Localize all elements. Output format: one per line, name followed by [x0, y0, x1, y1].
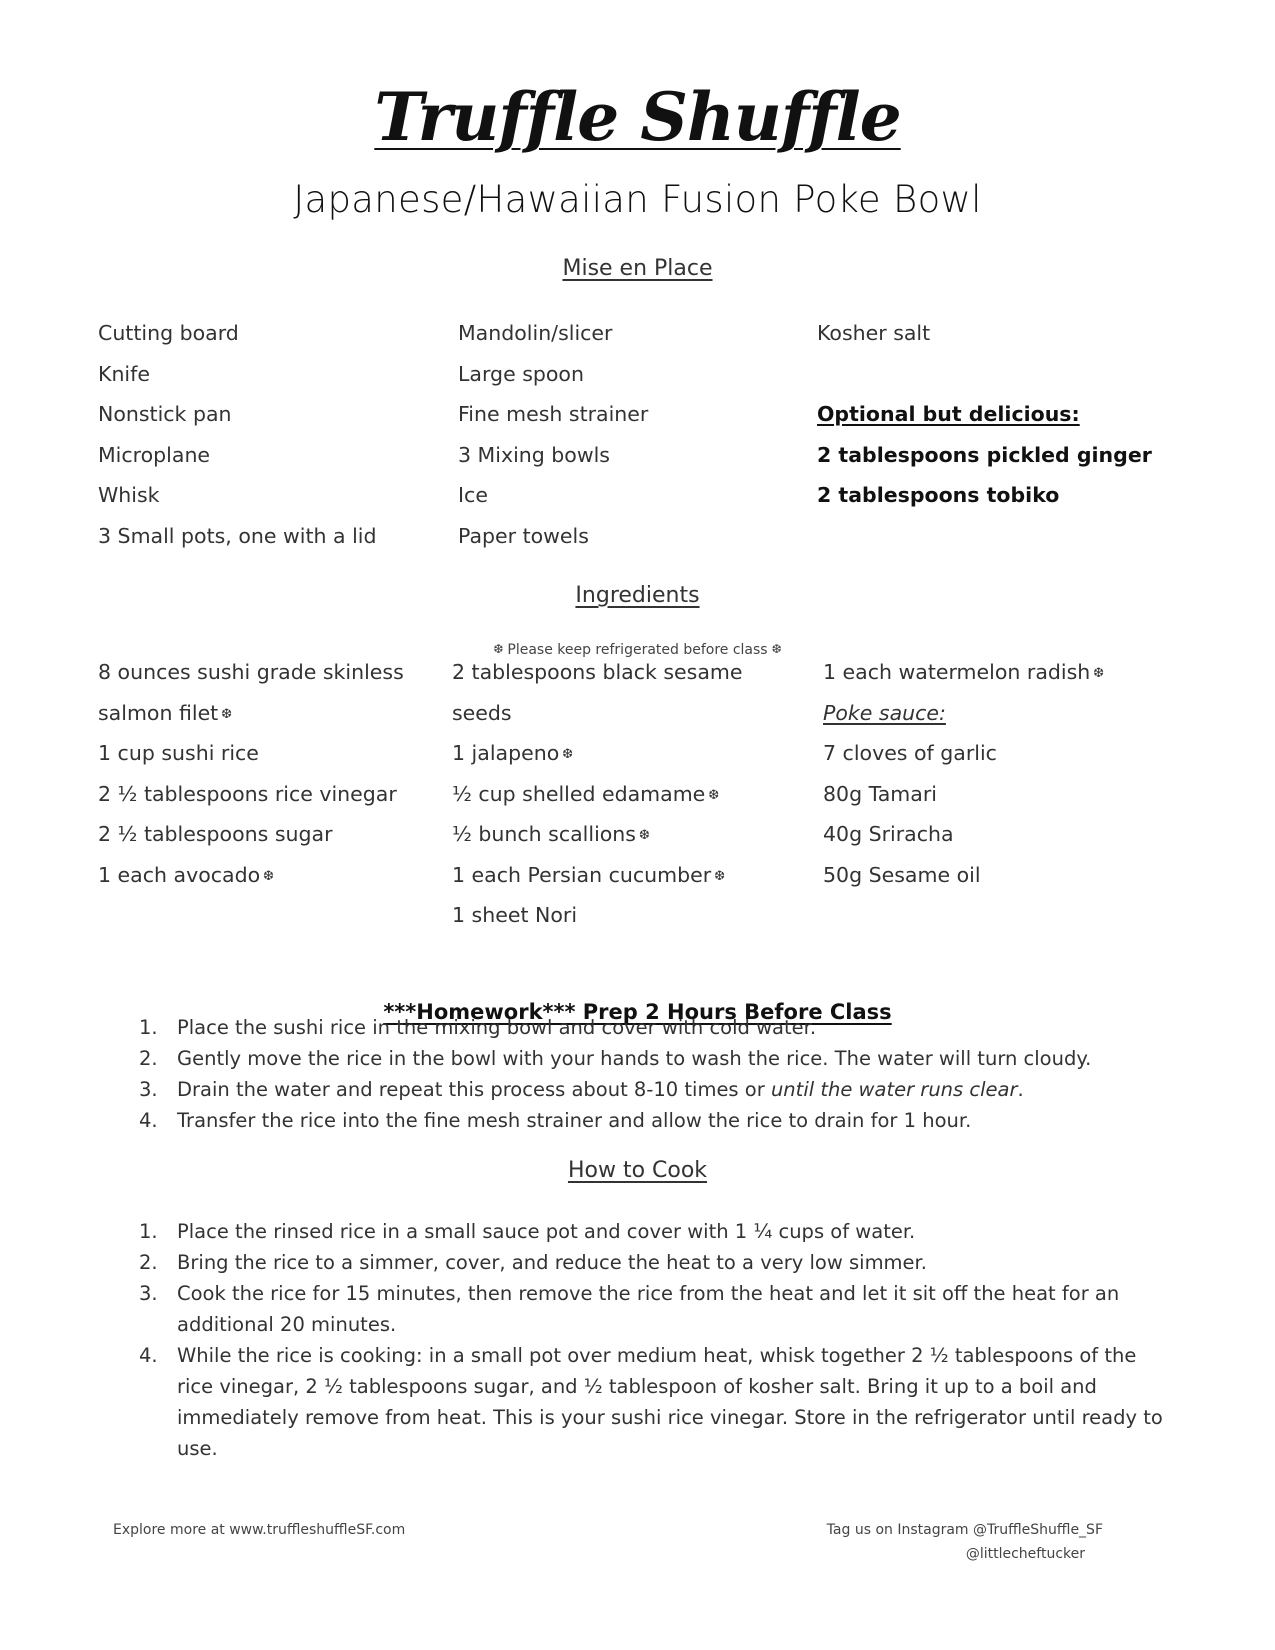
- step-number: 3.: [139, 1078, 158, 1101]
- step-number: 2.: [139, 1251, 158, 1274]
- ingredient-item: seeds: [452, 700, 512, 725]
- snowflake-icon: ❆: [714, 868, 726, 884]
- footer-website: Explore more at www.truffleshuffleSF.com: [113, 1522, 406, 1538]
- step-number: 1.: [139, 1220, 158, 1243]
- ingredient-item: 1 each watermelon radish ❆: [823, 660, 1105, 684]
- cooking-step: 3. Cook the rice for 15 minutes, then remove the rice from the heat and let it sit off the heat for an additional 20 minutes.: [137, 1278, 1177, 1340]
- page-title: Japanese/Hawaiian Fusion Poke Bowl: [293, 178, 982, 221]
- equipment-item: Mandolin/slicer: [458, 321, 613, 345]
- sauce-item: 7 cloves of garlic: [823, 741, 997, 765]
- snowflake-icon: ❆: [708, 787, 720, 803]
- ingredients-heading: Ingredients: [575, 583, 700, 608]
- ingredient-item: 1 each Persian cucumber ❆: [452, 862, 726, 887]
- snowflake-icon: ❆: [263, 868, 275, 884]
- step-number: 4.: [139, 1344, 158, 1367]
- snowflake-icon: ❆: [638, 828, 650, 843]
- snowflake-icon: ❆: [221, 706, 233, 722]
- ingredient-item: 8 ounces sushi grade skinless: [98, 660, 404, 684]
- footer-handle: @littlecheftucker: [965, 1546, 1085, 1562]
- poke-sauce-heading: Poke sauce:: [823, 700, 946, 725]
- equipment-item: Microplane: [98, 442, 211, 467]
- homework-step: 3. Drain the water and repeat this process about 8-10 times or until the water runs clear.: [137, 1074, 1177, 1105]
- brand-logo: [0, 78, 1275, 156]
- step-number: 3.: [139, 1282, 158, 1305]
- mise-en-place-heading: Mise en Place: [562, 256, 713, 281]
- equipment-item: Knife: [98, 361, 150, 386]
- ingredient-item: 2 ½ tablespoons rice vinegar: [98, 781, 397, 806]
- ingredients-column-3: [823, 652, 1104, 895]
- equipment-item: Nonstick pan: [98, 402, 232, 426]
- equipment-item: 3 Mixing bowls: [458, 442, 610, 467]
- brand-logo-text: Truffle Shuffle: [374, 78, 901, 156]
- refrigerate-note: ❆ Please keep refrigerated before class ❆: [493, 642, 782, 658]
- step-number: 2.: [139, 1047, 158, 1070]
- ingredients-column-1: [98, 652, 404, 895]
- cooking-step: 2. Bring the rice to a simmer, cover, and reduce the heat to a very low simmer.: [137, 1247, 1177, 1278]
- ingredients-column-2: [452, 652, 743, 936]
- homework-heading: ***Homework*** Prep 2 Hours Before Class: [383, 1000, 892, 1024]
- ingredient-item: ½ bunch scallions ❆: [452, 822, 650, 846]
- homework-step: 4. Transfer the rice into the fine mesh strainer and allow the rice to drain for 1 hour.: [137, 1105, 1177, 1136]
- homework-step: 1. Place the sushi rice in the mixing bowl and cover with cold water.: [137, 1012, 1177, 1043]
- cooking-step: 1. Place the rinsed rice in a small sauce pot and cover with 1 ¼ cups of water.: [137, 1216, 1177, 1247]
- homework-steps: [137, 1012, 1177, 1136]
- equipment-item: Kosher salt: [817, 321, 931, 345]
- equipment-item: 3 Small pots, one with a lid: [98, 523, 377, 548]
- step-number: 4.: [139, 1109, 158, 1132]
- ingredient-item: 1 cup sushi rice: [98, 741, 259, 765]
- ingredient-item: 1 sheet Nori: [452, 903, 578, 927]
- equipment-item: Paper towels: [458, 523, 589, 548]
- how-to-cook-heading: How to Cook: [567, 1158, 708, 1183]
- mise-en-place-column-1: [98, 313, 376, 556]
- mise-en-place-column-2: [458, 313, 648, 556]
- snowflake-icon: ❆: [562, 747, 574, 762]
- equipment-item: Whisk: [98, 483, 160, 507]
- sauce-item: 50g Sesame oil: [823, 862, 981, 887]
- snowflake-icon: ❆: [771, 642, 782, 656]
- ingredient-item: 2 tablespoons black sesame: [452, 660, 743, 684]
- ingredient-item: 1 each avocado ❆: [98, 862, 275, 887]
- optional-item: 2 tablespoons tobiko: [817, 483, 1060, 507]
- ingredient-item: salmon filet ❆: [98, 700, 233, 725]
- ingredient-item: 2 ½ tablespoons sugar: [98, 822, 333, 846]
- equipment-item: Ice: [458, 483, 488, 507]
- equipment-item: Large spoon: [458, 361, 584, 386]
- equipment-item: Cutting board: [98, 321, 239, 345]
- ingredient-item: ½ cup shelled edamame ❆: [452, 781, 720, 806]
- snowflake-icon: ❆: [493, 642, 504, 656]
- homework-step: 2. Gently move the rice in the bowl with your hands to wash the rice. The water will turn cloudy.: [137, 1043, 1177, 1074]
- footer-instagram: Tag us on Instagram @TruffleShuffle_SF: [826, 1522, 1103, 1538]
- cooking-step: 4. While the rice is cooking: in a small pot over medium heat, whisk together 2 ½ tablespoons of the rice vinegar, 2 ½ tablespoons sugar, and ½ tablespoon of kosher salt. Bring it up to a boil and immediately remove from heat. This is your sushi rice vinegar. Store in the refrigerator until ready to use.: [137, 1340, 1177, 1464]
- optional-heading: Optional but delicious:: [817, 402, 1080, 426]
- spacer: [817, 354, 1152, 395]
- optional-item: 2 tablespoons pickled ginger: [817, 442, 1152, 467]
- snowflake-icon: ❆: [1093, 666, 1105, 681]
- sauce-item: 40g Sriracha: [823, 822, 954, 846]
- cooking-steps: [137, 1216, 1177, 1464]
- mise-en-place-column-3: [817, 313, 1152, 516]
- equipment-item: Fine mesh strainer: [458, 402, 649, 426]
- sauce-item: 80g Tamari: [823, 781, 937, 806]
- step-number: 1.: [139, 1016, 158, 1039]
- ingredient-item: 1 jalapeno ❆: [452, 741, 574, 765]
